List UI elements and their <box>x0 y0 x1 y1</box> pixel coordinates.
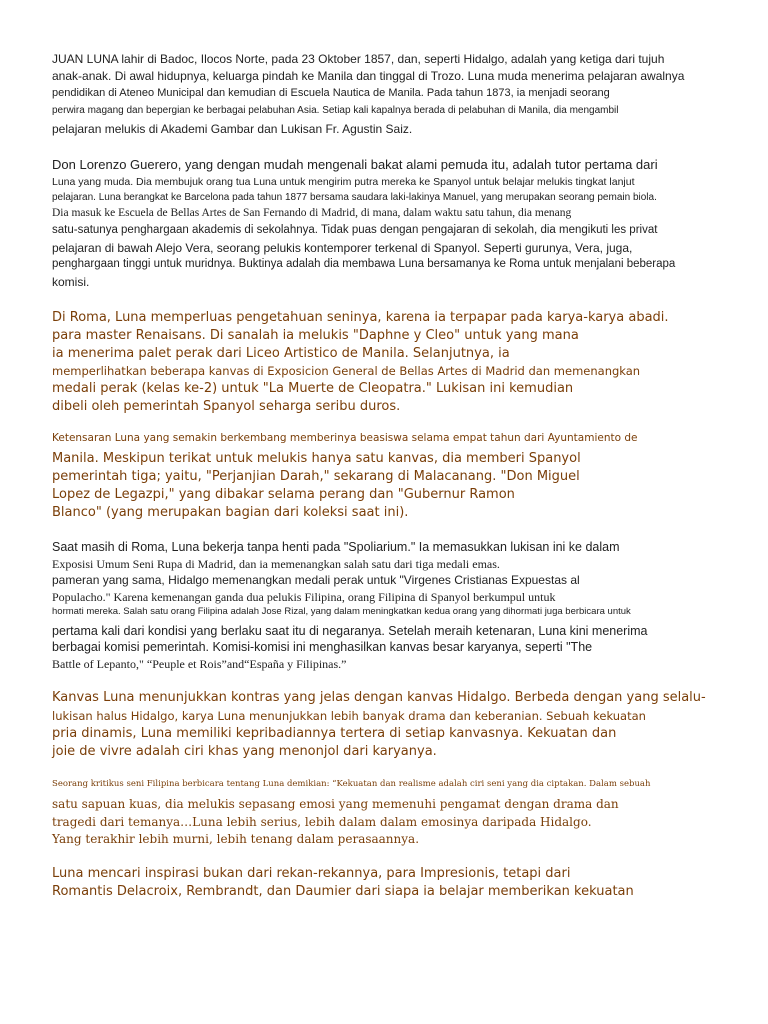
paragraph-2-line-6: pelajaran di bawah Alejo Vera, seorang pelukis kontemporer terkenal di Spanyol. Seperti gurunya, Vera, juga, <box>52 241 633 255</box>
paragraph-1-line-2: anak-anak. Di awal hidupnya, keluarga pindah ke Manila dan tinggal di Trozo. Luna muda menerima pelajaran awalnya <box>52 69 685 83</box>
paragraph-4-line-3: pemerintah tiga; yaitu, "Perjanjian Darah," sekarang di Malacanang. "Don Miguel <box>52 469 580 484</box>
paragraph-4-line-1: Ketensaran Luna yang semakin berkembang memberinya beasiswa selama empat tahun dari Ayuntamiento de <box>52 432 638 444</box>
paragraph-5-line-7: berbagai komisi pemerintah. Komisi-komisi ini menghasilkan kanvas besar karyanya, seperti "The <box>52 640 593 654</box>
paragraph-2-line-1: Don Lorenzo Guerero, yang dengan mudah mengenali bakat alami pemuda itu, adalah tutor pertama dari <box>52 157 658 172</box>
paragraph-3-line-6: dibeli oleh pemerintah Spanyol seharga seribu duros. <box>52 399 401 414</box>
paragraph-3-line-5: medali perak (kelas ke-2) untuk "La Muerte de Cleopatra." Lukisan ini kemudian <box>52 381 574 396</box>
paragraph-6-line-2: lukisan halus Hidalgo, karya Luna menunjukkan lebih banyak drama dan keberanian. Sebuah kekuatan <box>52 709 646 723</box>
paragraph-8-line-1: Luna mencari inspirasi bukan dari rekan-rekannya, para Impresionis, tetapi dari <box>52 866 571 881</box>
paragraph-4-line-2: Manila. Meskipun terikat untuk melukis hanya satu kanvas, dia memberi Spanyol <box>52 451 581 466</box>
paragraph-1-line-4: perwira magang dan bepergian ke berbagai pelabuhan Asia. Setiap kali kapalnya berada di pelabuhan di Manila, dia mengambil <box>52 105 619 116</box>
paragraph-5-line-8: Battle of Lepanto," “Peuple et Rois”and“España y Filipinas.” <box>52 657 347 671</box>
paragraph-7-line-2: satu sapuan kuas, dia melukis sepasang emosi yang memenuhi pengamat dengan drama dan <box>52 797 619 811</box>
paragraph-4-line-4: Lopez de Legazpi," yang dibakar selama perang dan "Gubernur Ramon <box>52 487 515 502</box>
paragraph-5-line-6: pertama kali dari kondisi yang berlaku saat itu di negaranya. Setelah meraih ketenaran, Luna kini menerima <box>52 624 648 638</box>
paragraph-3-line-1: Di Roma, Luna memperluas pengetahuan seninya, karena ia terpapar pada karya-karya abadi. <box>52 310 669 325</box>
paragraph-3-line-4: memperlihatkan beberapa kanvas di Exposicion General de Bellas Artes di Madrid dan memenangkan <box>52 364 641 378</box>
paragraph-1-line-3: pendidikan di Ateneo Municipal dan kemudian di Escuela Nautica de Manila. Pada tahun 1873, ia menjadi seorang <box>52 87 610 99</box>
paragraph-2-line-4: Dia masuk ke Escuela de Bellas Artes de San Fernando di Madrid, di mana, dalam waktu satu tahun, dia menang <box>52 207 572 219</box>
paragraph-5-line-4: Populacho." Karena kemenangan ganda dua pelukis Filipina, orang Filipina di Spanyol berkumpul untuk <box>52 590 556 604</box>
paragraph-1-line-5: pelajaran melukis di Akademi Gambar dan Lukisan Fr. Agustin Saiz. <box>52 122 413 136</box>
paragraph-5-line-2: Exposisi Umum Seni Rupa di Madrid, dan ia memenangkan salah satu dari tiga medali emas. <box>52 557 500 571</box>
paragraph-7-line-4: Yang terakhir lebih murni, lebih tenang dalam perasaannya. <box>52 832 420 846</box>
paragraph-6-line-3: pria dinamis, Luna memiliki kepribadiannya tertera di setiap kanvasnya. Kekuatan dan <box>52 726 617 741</box>
paragraph-1-line-1: JUAN LUNA lahir di Badoc, Ilocos Norte, pada 23 Oktober 1857, dan, seperti Hidalgo, adalah yang ketiga dari tujuh <box>52 52 665 66</box>
paragraph-2-line-7: penghargaan tinggi untuk muridnya. Buktinya adalah dia membawa Luna bersamanya ke Roma untuk menjalani beberapa <box>52 258 676 270</box>
paragraph-4-line-5: Blanco" (yang merupakan bagian dari koleksi saat ini). <box>52 505 409 520</box>
paragraph-2-line-2: Luna yang muda. Dia membujuk orang tua Luna untuk mengirim putra mereka ke Spanyol untuk belajar melukis tingkat lanjut <box>52 176 635 188</box>
paragraph-7-line-3: tragedi dari temanya…Luna lebih serius, lebih dalam dalam emosinya daripada Hidalgo. <box>52 815 592 829</box>
paragraph-5-line-3: pameran yang sama, Hidalgo memenangkan medali perak untuk "Virgenes Cristianas Expuestas al <box>52 573 580 587</box>
paragraph-6-line-1: Kanvas Luna menunjukkan kontras yang jelas dengan kanvas Hidalgo. Berbeda dengan yang selalu- <box>52 690 706 705</box>
paragraph-3-line-2: para master Renaisans. Di sanalah ia melukis "Daphne y Cleo" untuk yang mana <box>52 328 579 343</box>
paragraph-2-line-3: pelajaran. Luna berangkat ke Barcelona pada tahun 1877 bersama saudara laki-lakinya Manuel, yang merupakan seorang pemain biola. <box>52 192 657 203</box>
paragraph-5-line-1: Saat masih di Roma, Luna bekerja tanpa henti pada "Spoliarium." Ia memasukkan lukisan ini ke dalam <box>52 540 620 554</box>
paragraph-6-line-4: joie de vivre adalah ciri khas yang menonjol dari karyanya. <box>52 744 437 759</box>
paragraph-2-line-8: komisi. <box>52 275 90 289</box>
paragraph-8-line-2: Romantis Delacroix, Rembrandt, dan Daumier dari siapa ia belajar memberikan kekuatan <box>52 884 634 899</box>
paragraph-2-line-5: satu-satunya penghargaan akademis di sekolahnya. Tidak puas dengan pengajaran di sekolah, dia mengikuti les privat <box>52 224 658 236</box>
paragraph-7-line-1: Seorang kritikus seni Filipina berbicara tentang Luna demikian: “Kekuatan dan realisme adalah ciri seni yang dia ciptakan. Dalam sebuah <box>52 779 651 789</box>
paragraph-3-line-3: ia menerima palet perak dari Liceo Artistico de Manila. Selanjutnya, ia <box>52 346 510 361</box>
paragraph-5-line-5: hormati mereka. Salah satu orang Filipina adalah Jose Rizal, yang dalam meningkatkan kedua orang yang dihormati juga berbicara untuk <box>52 606 631 617</box>
